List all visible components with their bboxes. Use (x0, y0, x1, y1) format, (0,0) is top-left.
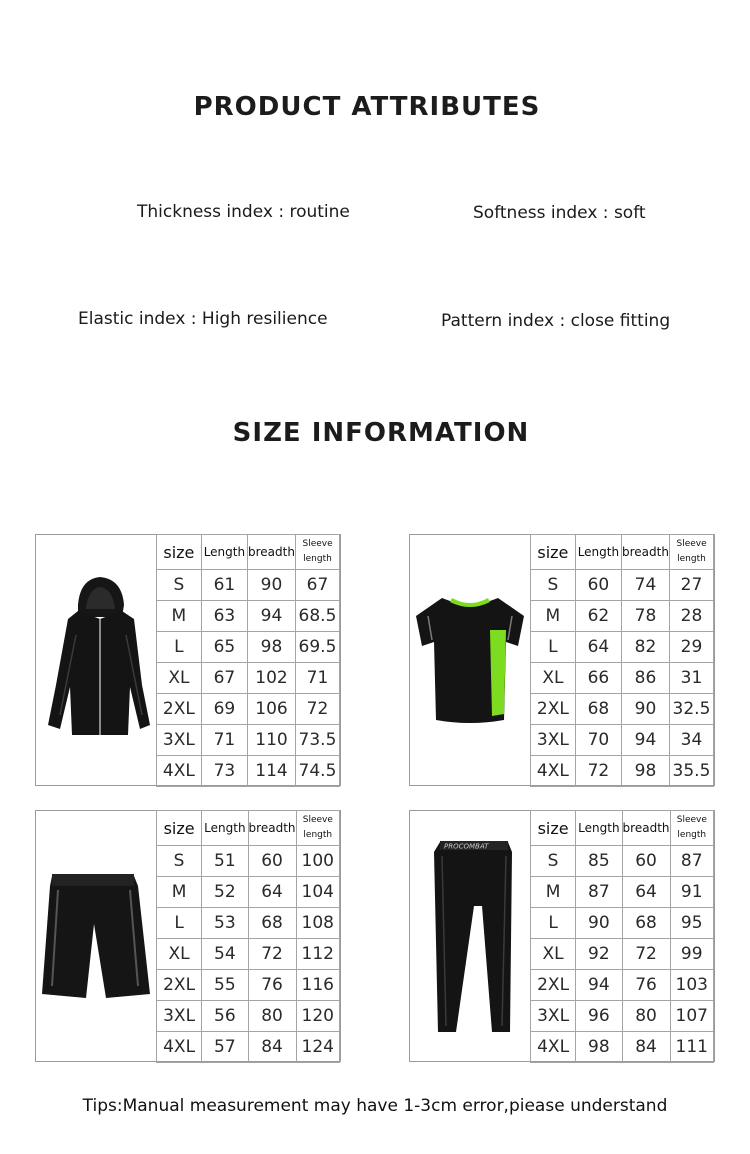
cell-breadth: 68 (622, 908, 670, 939)
cell-breadth: 90 (622, 694, 670, 725)
cell-size: 4XL (531, 1032, 576, 1063)
header-sleeve: Sleeve length (295, 535, 339, 570)
cell-breadth: 76 (622, 970, 670, 1001)
cell-size: M (157, 877, 202, 908)
table-row (531, 570, 714, 601)
cell-sleeve: 99 (670, 939, 714, 970)
cell-size: L (531, 908, 576, 939)
size-block-jacket (35, 534, 341, 786)
table-row (157, 570, 340, 601)
cell-sleeve: 120 (296, 1001, 340, 1032)
cell-length: 68 (575, 694, 621, 725)
cell-sleeve: 95 (670, 908, 714, 939)
cell-sleeve: 35.5 (669, 756, 713, 787)
cell-sleeve: 29 (669, 632, 713, 663)
table-row (157, 877, 340, 908)
cell-length: 87 (576, 877, 622, 908)
header-size: size (157, 811, 202, 846)
cell-size: S (531, 570, 576, 601)
cell-length: 96 (576, 1001, 622, 1032)
table-row (157, 1032, 340, 1063)
cell-breadth: 90 (248, 570, 296, 601)
cell-sleeve: 67 (295, 570, 339, 601)
cell-sleeve: 32.5 (669, 694, 713, 725)
cell-size: 2XL (531, 970, 576, 1001)
cell-size: XL (157, 939, 202, 970)
cell-breadth: 80 (248, 1001, 296, 1032)
cell-sleeve: 27 (669, 570, 713, 601)
table-row (531, 632, 714, 663)
cell-size: 2XL (531, 694, 576, 725)
table-row (157, 694, 340, 725)
table-row (531, 939, 714, 970)
table-row (531, 601, 714, 632)
table-row (531, 1032, 714, 1063)
cell-breadth: 110 (248, 725, 296, 756)
table-row (531, 1001, 714, 1032)
header-sleeve: Sleeve length (296, 811, 340, 846)
cell-length: 69 (201, 694, 247, 725)
cell-length: 63 (201, 601, 247, 632)
table-row (531, 725, 714, 756)
header-breadth: breadth (622, 535, 670, 570)
cell-breadth: 68 (248, 908, 296, 939)
table-row (157, 756, 340, 787)
cell-breadth: 76 (248, 970, 296, 1001)
table-row (531, 877, 714, 908)
cell-size: S (157, 570, 202, 601)
cell-size: M (531, 877, 576, 908)
header-size: size (531, 535, 576, 570)
cell-sleeve: 103 (670, 970, 714, 1001)
cell-breadth: 102 (248, 663, 296, 694)
cell-length: 72 (575, 756, 621, 787)
cell-breadth: 60 (622, 846, 670, 877)
cell-size: 4XL (157, 756, 202, 787)
cell-size: L (531, 632, 576, 663)
cell-length: 64 (575, 632, 621, 663)
cell-length: 62 (575, 601, 621, 632)
cell-size: S (157, 846, 202, 877)
header-length: Length (575, 535, 621, 570)
cell-sleeve: 87 (670, 846, 714, 877)
cell-length: 51 (202, 846, 248, 877)
table-row (157, 601, 340, 632)
size-information-heading: SIZE INFORMATION (232, 418, 530, 448)
table-row (157, 663, 340, 694)
product-attributes-heading: PRODUCT ATTRIBUTES (193, 92, 541, 122)
cell-sleeve: 28 (669, 601, 713, 632)
cell-sleeve: 31 (669, 663, 713, 694)
cell-length: 60 (575, 570, 621, 601)
cell-size: 3XL (531, 725, 576, 756)
cell-size: XL (531, 663, 576, 694)
cell-length: 92 (576, 939, 622, 970)
cell-breadth: 84 (248, 1032, 296, 1063)
cell-length: 55 (202, 970, 248, 1001)
header-sleeve: Sleeve length (669, 535, 713, 570)
cell-size: 3XL (157, 725, 202, 756)
cell-size: 3XL (157, 1001, 202, 1032)
short-sleeve-shirt-image (410, 535, 530, 785)
cell-breadth: 98 (622, 756, 670, 787)
cell-breadth: 80 (622, 1001, 670, 1032)
table-row (157, 970, 340, 1001)
cell-length: 85 (576, 846, 622, 877)
pattern-index: Pattern index : close fitting (441, 311, 671, 331)
cell-sleeve: 116 (296, 970, 340, 1001)
table-row (157, 908, 340, 939)
cell-size: 3XL (531, 1001, 576, 1032)
cell-sleeve: 74.5 (295, 756, 339, 787)
table-header-row (531, 535, 714, 570)
cell-breadth: 72 (248, 939, 296, 970)
table-header-row (531, 811, 714, 846)
cell-length: 61 (201, 570, 247, 601)
size-block-shirt (409, 534, 715, 786)
table-row (531, 663, 714, 694)
header-size: size (157, 535, 202, 570)
size-table-jacket (156, 534, 340, 787)
cell-sleeve: 91 (670, 877, 714, 908)
cell-sleeve: 68.5 (295, 601, 339, 632)
cell-length: 66 (575, 663, 621, 694)
cell-length: 53 (202, 908, 248, 939)
size-block-tights (409, 810, 715, 1062)
header-sleeve: Sleeve length (670, 811, 714, 846)
cell-sleeve: 107 (670, 1001, 714, 1032)
elastic-index: Elastic index : High resilience (78, 309, 328, 329)
cell-length: 73 (201, 756, 247, 787)
header-length: Length (202, 811, 248, 846)
cell-breadth: 84 (622, 1032, 670, 1063)
cell-size: M (157, 601, 202, 632)
cell-sleeve: 73.5 (295, 725, 339, 756)
cell-sleeve: 69.5 (295, 632, 339, 663)
cell-length: 52 (202, 877, 248, 908)
cell-size: XL (157, 663, 202, 694)
cell-sleeve: 34 (669, 725, 713, 756)
measurement-tips: Tips:Manual measurement may have 1-3cm error,piease understand (82, 1096, 668, 1116)
cell-size: 2XL (157, 970, 202, 1001)
cell-sleeve: 100 (296, 846, 340, 877)
table-row (531, 970, 714, 1001)
table-row (157, 1001, 340, 1032)
softness-index: Softness index : soft (473, 203, 646, 223)
shorts-image (36, 811, 156, 1061)
cell-sleeve: 124 (296, 1032, 340, 1063)
table-row (157, 939, 340, 970)
cell-length: 70 (575, 725, 621, 756)
size-table-shirt (530, 534, 714, 787)
hooded-jacket-image (36, 535, 156, 785)
cell-size: XL (531, 939, 576, 970)
cell-size: M (531, 601, 576, 632)
cell-breadth: 74 (622, 570, 670, 601)
cell-breadth: 94 (622, 725, 670, 756)
cell-breadth: 98 (248, 632, 296, 663)
table-row (531, 694, 714, 725)
cell-breadth: 106 (248, 694, 296, 725)
table-row (531, 756, 714, 787)
tights-brand-print: PROCOMBAT (444, 842, 489, 851)
header-length: Length (201, 535, 247, 570)
size-table-shorts (156, 810, 340, 1063)
cell-breadth: 72 (622, 939, 670, 970)
cell-size: L (157, 632, 202, 663)
cell-breadth: 64 (622, 877, 670, 908)
cell-length: 98 (576, 1032, 622, 1063)
cell-breadth: 78 (622, 601, 670, 632)
header-breadth: breadth (248, 535, 296, 570)
header-breadth: breadth (622, 811, 670, 846)
cell-sleeve: 112 (296, 939, 340, 970)
cell-breadth: 64 (248, 877, 296, 908)
cell-breadth: 82 (622, 632, 670, 663)
cell-sleeve: 104 (296, 877, 340, 908)
cell-breadth: 60 (248, 846, 296, 877)
header-length: Length (576, 811, 622, 846)
cell-breadth: 86 (622, 663, 670, 694)
cell-length: 56 (202, 1001, 248, 1032)
cell-size: 2XL (157, 694, 202, 725)
cell-size: 4XL (531, 756, 576, 787)
compression-tights-image (410, 811, 530, 1061)
cell-length: 57 (202, 1032, 248, 1063)
cell-size: 4XL (157, 1032, 202, 1063)
thickness-index: Thickness index : routine (137, 202, 350, 222)
cell-size: L (157, 908, 202, 939)
table-row (157, 846, 340, 877)
cell-length: 90 (576, 908, 622, 939)
table-row (531, 846, 714, 877)
size-table-tights (530, 810, 714, 1063)
cell-sleeve: 111 (670, 1032, 714, 1063)
header-size: size (531, 811, 576, 846)
size-block-shorts (35, 810, 341, 1062)
table-header-row (157, 811, 340, 846)
cell-breadth: 114 (248, 756, 296, 787)
cell-length: 54 (202, 939, 248, 970)
table-row (157, 632, 340, 663)
header-breadth: breadth (248, 811, 296, 846)
cell-length: 71 (201, 725, 247, 756)
cell-size: S (531, 846, 576, 877)
table-row (157, 725, 340, 756)
cell-sleeve: 72 (295, 694, 339, 725)
cell-length: 67 (201, 663, 247, 694)
table-row (531, 908, 714, 939)
table-header-row (157, 535, 340, 570)
cell-length: 65 (201, 632, 247, 663)
cell-breadth: 94 (248, 601, 296, 632)
cell-length: 94 (576, 970, 622, 1001)
cell-sleeve: 71 (295, 663, 339, 694)
cell-sleeve: 108 (296, 908, 340, 939)
